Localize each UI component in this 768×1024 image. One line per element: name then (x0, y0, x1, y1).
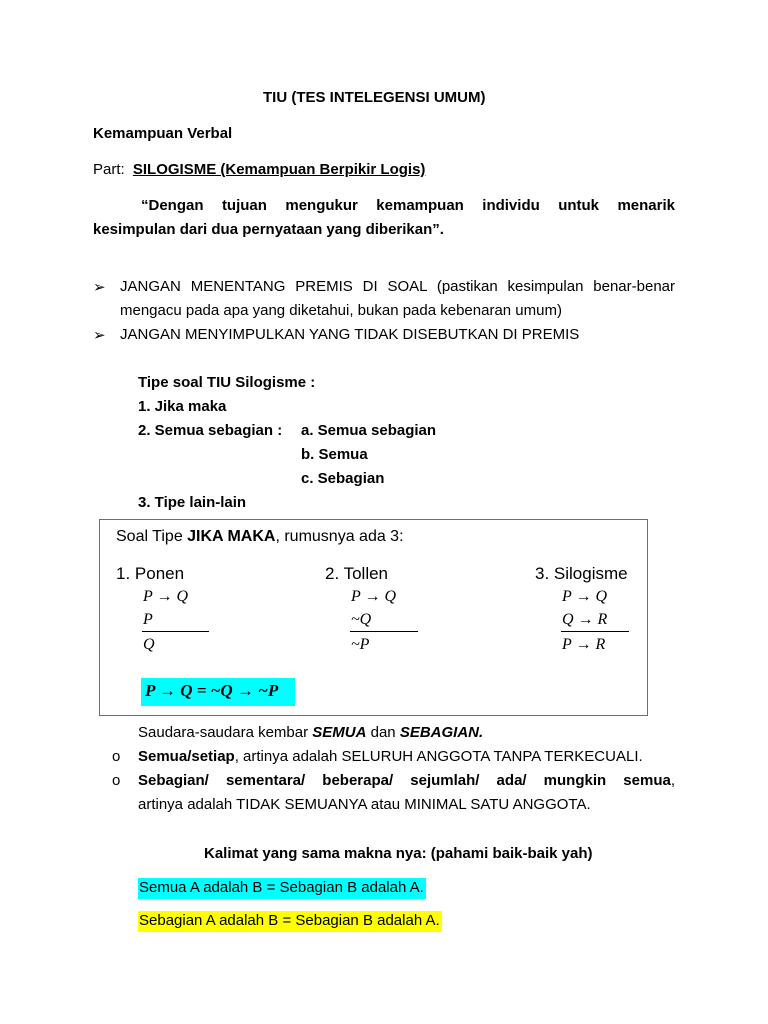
part-label: Part: (93, 161, 125, 178)
type-item-2: 2. Semua sebagian : (138, 422, 283, 439)
kembar-line (138, 724, 483, 741)
kembar-prefix: Saudara-saudara kembar (138, 724, 313, 741)
type-item-1: 1. Jika maka (138, 398, 227, 415)
ponen-premise-2: P (143, 611, 153, 628)
box-heading-suffix: , rumusnya ada 3: (275, 528, 404, 545)
rule-1-line-1: JANGAN MENENTANG PREMIS DI SOAL (pastikan kesimpulan benar-benar (120, 278, 675, 295)
ponen-conclusion: Q (143, 636, 155, 653)
def-sebagian-line-2: artinya adalah TIDAK SEMUANYA atau MINIMAL SATU ANGGOTA. (138, 796, 591, 813)
def-semua (138, 748, 643, 765)
tollen-premise-2: ~Q (351, 611, 372, 628)
ponen-premise-1: P → Q (143, 588, 189, 605)
part-value: SILOGISME (Kemampuan Berpikir Logis) (132, 161, 426, 178)
rule-2: JANGAN MENYIMPULKAN YANG TIDAK DISEBUTKAN DI PREMIS (120, 326, 580, 343)
kembar-word-semua: SEMUA (312, 724, 367, 741)
types-heading: Tipe soal TIU Silogisme : (138, 374, 316, 391)
type-sub-c: c. Sebagian (301, 470, 385, 487)
circle-bullet-icon: o (112, 772, 121, 789)
silogisme-conclusion: P → R (562, 636, 606, 653)
def-semua-term: Semua/setiap (138, 748, 235, 765)
equivalence-2: Sebagian A adalah B = Sebagian B adalah A. (138, 911, 442, 932)
box-heading-prefix: Soal Tipe (116, 528, 188, 545)
quote-line-2: kesimpulan dari dua pernyataan yang diberikan”. (93, 221, 444, 238)
type-sub-b: b. Semua (301, 446, 368, 463)
box-heading-bold: JIKA MAKA (187, 528, 276, 545)
type-sub-a: a. Semua sebagian (301, 422, 437, 439)
silogisme-title: 3. Silogisme (535, 564, 628, 583)
tollen-title: 2. Tollen (325, 564, 389, 583)
def-sebagian-term: Sebagian/ sementara/ beberapa/ sejumlah/ ada/ mungkin semua (138, 772, 671, 789)
ponen-divider (142, 631, 209, 632)
type-item-3: 3. Tipe lain-lain (138, 494, 247, 511)
kembar-mid: dan (366, 724, 400, 741)
def-sebagian-rest: , (670, 772, 675, 789)
rule-1-line-2: mengacu pada apa yang diketahui, bukan pada kebenaran umum) (120, 302, 562, 319)
tollen-premise-1: P → Q (351, 588, 397, 605)
box-heading (116, 528, 404, 546)
arrow-bullet-icon: ➢ (93, 327, 106, 344)
def-semua-rest: , artinya adalah SELURUH ANGGOTA TANPA TERKECUALI. (234, 748, 643, 765)
circle-bullet-icon: o (112, 748, 121, 765)
silogisme-divider (561, 631, 629, 632)
tollen-conclusion: ~P (351, 636, 370, 653)
ponen-title: 1. Ponen (116, 564, 185, 583)
kembar-word-sebagian: SEBAGIAN. (399, 724, 484, 741)
formula-text: P → Q = ~Q → ~P (145, 681, 279, 700)
def-sebagian-line-1 (138, 772, 675, 789)
equivalence-1: Semua A adalah B = Sebagian B adalah A. (138, 878, 426, 899)
quote-line-1: “Dengan tujuan mengukur kemampuan individu untuk menarik (141, 197, 675, 214)
page-title: TIU (TES INTELEGENSI UMUM) (263, 89, 486, 106)
silogisme-premise-2: Q → R (562, 611, 608, 628)
part-line (93, 161, 425, 178)
kalimat-heading: Kalimat yang sama makna nya: (pahami baik-baik yah) (204, 845, 593, 862)
section-heading: Kemampuan Verbal (93, 125, 233, 142)
arrow-bullet-icon: ➢ (93, 279, 106, 296)
silogisme-premise-1: P → Q (562, 588, 608, 605)
tollen-divider (350, 631, 418, 632)
